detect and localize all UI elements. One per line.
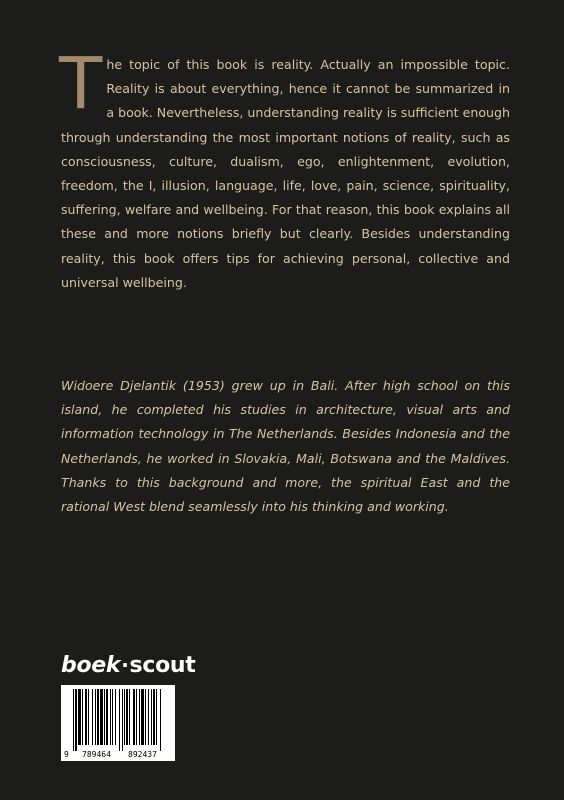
barcode-bar: [92, 689, 93, 745]
barcode-bar: [110, 689, 111, 745]
barcode-bar: [82, 689, 83, 745]
barcode-bar: [75, 689, 77, 751]
barcode-bar: [97, 689, 99, 745]
barcode-bar: [145, 689, 146, 745]
barcode-bar: [95, 689, 96, 745]
barcode-bar: [124, 689, 125, 745]
barcode-bar: [129, 689, 130, 745]
barcode-bar: [115, 689, 116, 745]
barcode-bar: [104, 689, 105, 745]
barcode-bar: [126, 689, 128, 745]
barcode-bar: [156, 689, 157, 745]
barcode-bar: [119, 689, 120, 751]
blurb-text: he topic of this book is reality. Actually an impossible topic. Reality is about everything, hence it cannot be summarized in a book. Nevertheless, understanding reality is sufficient enough through understanding the most important notions of reality, such as consciousness, culture, dualism, ego, enlightenment, evolution, freedom, the I, illusion, language, life, love, pain, science, spirituality, suffering, welfare and wellbeing. For that reason, this book explains all these and more notions briefly but clearly. Besides understanding reality, this book offers tips for achieving personal, collective and universal wellbeing.: [61, 57, 510, 290]
barcode-bar: [122, 689, 123, 751]
author-bio: Widoere Djelantik (1953) grew up in Bali. After high school on this island, he completed his studies in architecture, visual arts and information technology in The Netherlands. Besides Indonesia and the Netherlands, he worked in Slovakia, Mali, Botswana and the Maldives. Thanks to this background and more, the spiritual East and the rational West blend seamlessly into his thinking and working.: [61, 378, 510, 515]
barcode-right-digits: 892437: [128, 750, 157, 759]
barcode-bar: [78, 689, 81, 745]
barcode-bar: [141, 689, 144, 745]
publisher-logo: [61, 653, 195, 678]
barcode-bar: [148, 689, 149, 745]
barcode-bar: [133, 689, 135, 745]
logo-part-boek: boek: [61, 653, 121, 678]
barcode-left-digits: 789464: [82, 750, 111, 759]
barcode-bar: [136, 689, 137, 745]
barcode-bar: [100, 689, 103, 745]
barcode-bar: [153, 689, 155, 745]
barcode-bar: [112, 689, 113, 745]
drop-cap: T: [59, 42, 103, 125]
barcode-bars: [61, 685, 175, 761]
isbn-barcode: [61, 685, 175, 761]
barcode-bar: [85, 689, 87, 745]
barcode-bar: [160, 689, 161, 751]
barcode-lead-digit: 9: [64, 750, 69, 759]
barcode-bar: [88, 689, 89, 745]
book-blurb: [59, 42, 510, 295]
barcode-bar: [151, 689, 152, 745]
logo-separator: ·: [121, 653, 129, 677]
logo-part-scout: scout: [129, 653, 196, 678]
barcode-bar: [139, 689, 140, 745]
barcode-bar: [73, 689, 74, 751]
barcode-bar: [106, 689, 108, 745]
